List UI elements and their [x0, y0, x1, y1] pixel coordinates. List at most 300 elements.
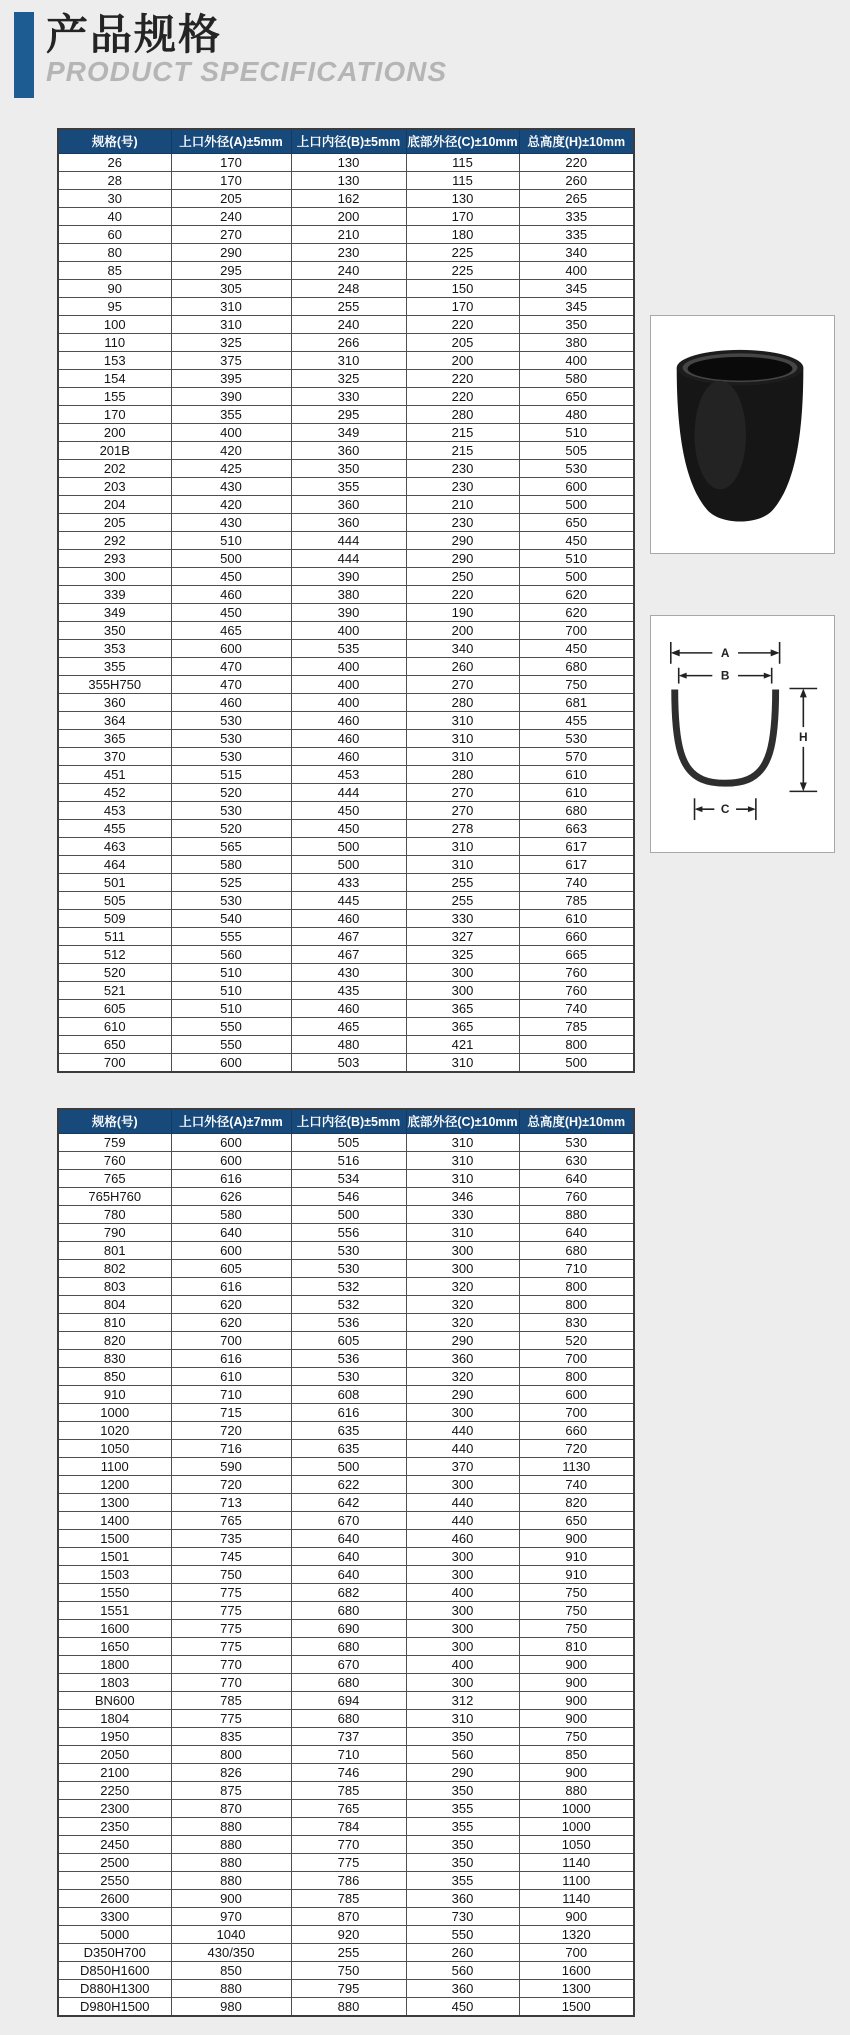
- table-cell: 920: [291, 1925, 406, 1943]
- table-cell: 520: [519, 1331, 634, 1349]
- table-cell: 300: [406, 963, 519, 981]
- table-cell: 90: [58, 279, 171, 297]
- table-cell: 300: [406, 981, 519, 999]
- table-cell: 170: [171, 171, 291, 189]
- table-row: [58, 459, 634, 477]
- table-cell: 660: [519, 927, 634, 945]
- table-cell: 450: [519, 639, 634, 657]
- table-cell: 270: [406, 783, 519, 801]
- table-cell: 433: [291, 873, 406, 891]
- table-cell: 750: [519, 1583, 634, 1601]
- table-cell: 430: [171, 477, 291, 495]
- table-cell: 765: [291, 1799, 406, 1817]
- table-cell: 800: [519, 1295, 634, 1313]
- table-cell: 350: [406, 1727, 519, 1745]
- column-header: 上口内径(B)±5mm: [291, 1109, 406, 1133]
- table-cell: 880: [171, 1871, 291, 1889]
- table-cell: 510: [171, 981, 291, 999]
- table-cell: 450: [171, 603, 291, 621]
- table-row: [58, 225, 634, 243]
- table-cell: 452: [58, 783, 171, 801]
- table-cell: 530: [171, 891, 291, 909]
- table-cell: 240: [171, 207, 291, 225]
- table-cell: 380: [291, 585, 406, 603]
- table-row: [58, 657, 634, 675]
- table-cell: 635: [291, 1439, 406, 1457]
- table-cell: 130: [291, 153, 406, 171]
- table-row: [58, 999, 634, 1017]
- table-cell: 670: [291, 1655, 406, 1673]
- table-cell: 40: [58, 207, 171, 225]
- table-cell: 640: [291, 1565, 406, 1583]
- table-cell: 310: [171, 315, 291, 333]
- table-cell: 1650: [58, 1637, 171, 1655]
- column-header: 底部外径(C)±10mm: [406, 129, 519, 153]
- table-cell: 1140: [519, 1889, 634, 1907]
- table-cell: 530: [291, 1241, 406, 1259]
- table-cell: 220: [406, 369, 519, 387]
- table-cell: 270: [406, 675, 519, 693]
- table-cell: 830: [519, 1313, 634, 1331]
- table-cell: 340: [406, 639, 519, 657]
- table-cell: 1804: [58, 1709, 171, 1727]
- table-row: [58, 1619, 634, 1637]
- table-cell: 350: [406, 1853, 519, 1871]
- table-cell: 622: [291, 1475, 406, 1493]
- table-row: [58, 783, 634, 801]
- table-row: [58, 1601, 634, 1619]
- table-cell: 530: [519, 729, 634, 747]
- table-cell: 3300: [58, 1907, 171, 1925]
- table-cell: 225: [406, 243, 519, 261]
- table-cell: 1501: [58, 1547, 171, 1565]
- table-row: [58, 1313, 634, 1331]
- table-cell: 775: [171, 1601, 291, 1619]
- table-cell: 580: [171, 855, 291, 873]
- table-row: [58, 243, 634, 261]
- table-row: [58, 405, 634, 423]
- table-cell: 500: [291, 837, 406, 855]
- table-row: [58, 1979, 634, 1997]
- table-row: [58, 1349, 634, 1367]
- table-cell: 202: [58, 459, 171, 477]
- table-cell: 600: [171, 639, 291, 657]
- table-row: [58, 1439, 634, 1457]
- table-cell: 464: [58, 855, 171, 873]
- table-row: [58, 387, 634, 405]
- table-cell: 521: [58, 981, 171, 999]
- column-header: 总高度(H)±10mm: [519, 1109, 634, 1133]
- table-cell: 680: [291, 1637, 406, 1655]
- table-cell: 201B: [58, 441, 171, 459]
- table-cell: 802: [58, 1259, 171, 1277]
- table-cell: 1550: [58, 1583, 171, 1601]
- table-cell: 430: [291, 963, 406, 981]
- table-row: [58, 189, 634, 207]
- table-row: [58, 639, 634, 657]
- table-cell: 534: [291, 1169, 406, 1187]
- table-cell: 600: [171, 1151, 291, 1169]
- table-cell: 620: [171, 1295, 291, 1313]
- table-cell: 110: [58, 333, 171, 351]
- table-cell: 305: [171, 279, 291, 297]
- table-cell: 500: [291, 1457, 406, 1475]
- table-row: [58, 1817, 634, 1835]
- table-cell: 2300: [58, 1799, 171, 1817]
- table-cell: 510: [171, 531, 291, 549]
- column-header: 规格(号): [58, 129, 171, 153]
- table-cell: 440: [406, 1511, 519, 1529]
- table-cell: 180: [406, 225, 519, 243]
- table-cell: 600: [519, 477, 634, 495]
- table-cell: 1320: [519, 1925, 634, 1943]
- table-cell: 300: [406, 1565, 519, 1583]
- table-cell: 310: [406, 711, 519, 729]
- table-cell: 260: [406, 657, 519, 675]
- table-cell: 735: [171, 1529, 291, 1547]
- table-row: [58, 1997, 634, 2016]
- table-cell: 1050: [58, 1439, 171, 1457]
- table-row: [58, 567, 634, 585]
- table-cell: 750: [519, 1727, 634, 1745]
- table-cell: 162: [291, 189, 406, 207]
- table-cell: 1100: [519, 1871, 634, 1889]
- table-cell: 590: [171, 1457, 291, 1475]
- table-cell: 355: [406, 1799, 519, 1817]
- table-cell: 255: [291, 1943, 406, 1961]
- table-cell: 300: [58, 567, 171, 585]
- table-row: [58, 1421, 634, 1439]
- table-row: [58, 1763, 634, 1781]
- table-cell: 710: [519, 1259, 634, 1277]
- table-cell: 980: [171, 1997, 291, 2016]
- table-cell: 650: [519, 1511, 634, 1529]
- table-cell: 2500: [58, 1853, 171, 1871]
- table-cell: 605: [58, 999, 171, 1017]
- table-cell: 530: [171, 729, 291, 747]
- table-cell: 600: [519, 1385, 634, 1403]
- table-row: [58, 1637, 634, 1655]
- table-cell: 600: [171, 1053, 291, 1072]
- table-cell: 1300: [519, 1979, 634, 1997]
- table-cell: 310: [406, 747, 519, 765]
- table-row: [58, 891, 634, 909]
- table-cell: 430/350: [171, 1943, 291, 1961]
- table-cell: 500: [519, 495, 634, 513]
- table-cell: 784: [291, 1817, 406, 1835]
- table-cell: 330: [406, 1205, 519, 1223]
- table-cell: 230: [406, 477, 519, 495]
- table-row: [58, 819, 634, 837]
- table-cell: 880: [291, 1997, 406, 2016]
- table-cell: 1050: [519, 1835, 634, 1853]
- table-cell: 400: [519, 261, 634, 279]
- table-cell: 230: [291, 243, 406, 261]
- table-cell: 300: [406, 1241, 519, 1259]
- table-cell: 759: [58, 1133, 171, 1151]
- table-cell: 1500: [58, 1529, 171, 1547]
- table-cell: 1100: [58, 1457, 171, 1475]
- table-cell: 550: [406, 1925, 519, 1943]
- table-cell: 355: [58, 657, 171, 675]
- table-cell: 660: [519, 1421, 634, 1439]
- table-row: [58, 1017, 634, 1035]
- table-cell: 290: [406, 1385, 519, 1403]
- table-cell: 310: [406, 1223, 519, 1241]
- table-cell: 360: [291, 441, 406, 459]
- table-cell: 345: [519, 279, 634, 297]
- table-cell: 880: [171, 1853, 291, 1871]
- table-cell: 400: [519, 351, 634, 369]
- table-cell: 536: [291, 1349, 406, 1367]
- table-cell: 460: [291, 909, 406, 927]
- table-cell: 278: [406, 819, 519, 837]
- table-cell: 220: [406, 315, 519, 333]
- table-cell: 800: [519, 1277, 634, 1295]
- table-cell: 720: [519, 1439, 634, 1457]
- table-cell: 255: [406, 873, 519, 891]
- table-cell: 785: [291, 1781, 406, 1799]
- table-cell: 540: [171, 909, 291, 927]
- column-header: 底部外径(C)±10mm: [406, 1109, 519, 1133]
- table-cell: 365: [58, 729, 171, 747]
- table-cell: 465: [171, 621, 291, 639]
- table-cell: 520: [58, 963, 171, 981]
- table-cell: 616: [171, 1169, 291, 1187]
- table-cell: 1503: [58, 1565, 171, 1583]
- table-cell: 467: [291, 927, 406, 945]
- table-cell: 355: [171, 405, 291, 423]
- table-cell: 750: [519, 1619, 634, 1637]
- table-cell: 355: [406, 1817, 519, 1835]
- table-cell: 775: [171, 1637, 291, 1655]
- table-row: [58, 1511, 634, 1529]
- table-cell: 355: [291, 477, 406, 495]
- table-cell: 826: [171, 1763, 291, 1781]
- table-cell: 775: [291, 1853, 406, 1871]
- table-cell: 340: [519, 243, 634, 261]
- table-cell: 95: [58, 297, 171, 315]
- table-cell: 430: [171, 513, 291, 531]
- table-cell: 320: [406, 1295, 519, 1313]
- table-cell: 532: [291, 1295, 406, 1313]
- table-cell: 440: [406, 1493, 519, 1511]
- table-cell: 665: [519, 945, 634, 963]
- table-cell: 870: [171, 1799, 291, 1817]
- table-cell: 910: [519, 1547, 634, 1565]
- table-row: [58, 1259, 634, 1277]
- table-cell: 360: [291, 513, 406, 531]
- table-cell: 642: [291, 1493, 406, 1511]
- table-cell: 680: [519, 1241, 634, 1259]
- table-cell: 390: [171, 387, 291, 405]
- table-cell: 346: [406, 1187, 519, 1205]
- table-row: [58, 333, 634, 351]
- table-cell: 616: [171, 1349, 291, 1367]
- table-cell: D850H1600: [58, 1961, 171, 1979]
- table-cell: 300: [406, 1637, 519, 1655]
- table-row: [58, 747, 634, 765]
- table-cell: 505: [519, 441, 634, 459]
- table-cell: 810: [519, 1637, 634, 1655]
- table-cell: D350H700: [58, 1943, 171, 1961]
- table-row: [58, 693, 634, 711]
- table-cell: 680: [519, 801, 634, 819]
- table-cell: 465: [291, 1017, 406, 1035]
- table-cell: 480: [291, 1035, 406, 1053]
- table-cell: 765: [171, 1511, 291, 1529]
- table-cell: 785: [519, 1017, 634, 1035]
- table-cell: 510: [519, 549, 634, 567]
- table-row: [58, 675, 634, 693]
- table-row: [58, 1889, 634, 1907]
- table-cell: 512: [58, 945, 171, 963]
- table-cell: 220: [406, 387, 519, 405]
- table-cell: 580: [519, 369, 634, 387]
- table-cell: 445: [291, 891, 406, 909]
- table-cell: 1130: [519, 1457, 634, 1475]
- table-row: [58, 1367, 634, 1385]
- table-cell: 900: [519, 1529, 634, 1547]
- table-cell: 511: [58, 927, 171, 945]
- table-cell: 800: [519, 1035, 634, 1053]
- table-row: [58, 603, 634, 621]
- table-cell: 616: [171, 1277, 291, 1295]
- table-cell: 850: [171, 1961, 291, 1979]
- table-cell: 535: [291, 639, 406, 657]
- table-cell: 210: [406, 495, 519, 513]
- table-cell: D880H1300: [58, 1979, 171, 1997]
- table-cell: 700: [519, 1403, 634, 1421]
- table-cell: 700: [58, 1053, 171, 1072]
- table-cell: 610: [171, 1367, 291, 1385]
- table-cell: 310: [406, 855, 519, 873]
- table-cell: 150: [406, 279, 519, 297]
- diagram-label-h: H: [799, 729, 808, 744]
- table-cell: 295: [171, 261, 291, 279]
- table-cell: 380: [519, 333, 634, 351]
- table-cell: 295: [291, 405, 406, 423]
- table-cell: 790: [58, 1223, 171, 1241]
- table-cell: 375: [171, 351, 291, 369]
- table-cell: 900: [519, 1691, 634, 1709]
- table-cell: 900: [519, 1763, 634, 1781]
- table-row: [58, 1799, 634, 1817]
- table-cell: 501: [58, 873, 171, 891]
- page-title: 产品规格: [46, 11, 223, 58]
- table-cell: 910: [519, 1565, 634, 1583]
- table-cell: 750: [519, 675, 634, 693]
- table-cell: 785: [171, 1691, 291, 1709]
- table-cell: 310: [406, 1709, 519, 1727]
- table-cell: 870: [291, 1907, 406, 1925]
- table-cell: 5000: [58, 1925, 171, 1943]
- table-row: [58, 1583, 634, 1601]
- table-cell: 850: [519, 1745, 634, 1763]
- table-cell: 500: [171, 549, 291, 567]
- table-cell: 190: [406, 603, 519, 621]
- table-cell: 455: [58, 819, 171, 837]
- table-cell: 835: [171, 1727, 291, 1745]
- table-row: [58, 1853, 634, 1871]
- table-cell: 425: [171, 459, 291, 477]
- table-cell: 640: [291, 1529, 406, 1547]
- page-subtitle: PRODUCT SPECIFICATIONS: [46, 56, 448, 87]
- table-cell: 616: [291, 1403, 406, 1421]
- table-cell: 330: [291, 387, 406, 405]
- table-cell: 460: [291, 729, 406, 747]
- table-cell: 880: [171, 1979, 291, 1997]
- table-cell: 248: [291, 279, 406, 297]
- table-cell: 480: [519, 405, 634, 423]
- table-cell: 467: [291, 945, 406, 963]
- table-cell: 350: [519, 315, 634, 333]
- table-row: [58, 1745, 634, 1763]
- table-cell: 360: [406, 1889, 519, 1907]
- table-cell: 349: [291, 423, 406, 441]
- table-cell: 460: [291, 711, 406, 729]
- table-cell: 617: [519, 855, 634, 873]
- table-cell: 770: [171, 1673, 291, 1691]
- table-cell: 795: [291, 1979, 406, 1997]
- table-cell: 210: [291, 225, 406, 243]
- table-cell: 270: [171, 225, 291, 243]
- table-cell: 800: [519, 1367, 634, 1385]
- table-row: [58, 729, 634, 747]
- table-cell: 810: [58, 1313, 171, 1331]
- table-cell: 785: [519, 891, 634, 909]
- table-cell: 713: [171, 1493, 291, 1511]
- table-cell: 350: [58, 621, 171, 639]
- table-row: [58, 513, 634, 531]
- table-row: [58, 1151, 634, 1169]
- table-row: [58, 495, 634, 513]
- table-cell: 350: [406, 1781, 519, 1799]
- table-cell: 532: [291, 1277, 406, 1295]
- table-row: [58, 1223, 634, 1241]
- table-cell: 610: [58, 1017, 171, 1035]
- table-cell: 635: [291, 1421, 406, 1439]
- table-cell: 880: [171, 1835, 291, 1853]
- table-cell: 1000: [519, 1817, 634, 1835]
- table-cell: 2450: [58, 1835, 171, 1853]
- table-cell: 525: [171, 873, 291, 891]
- table-cell: 280: [406, 405, 519, 423]
- header-row: [58, 129, 634, 153]
- table-cell: 280: [406, 693, 519, 711]
- table-cell: 421: [406, 1035, 519, 1053]
- table-cell: 440: [406, 1439, 519, 1457]
- table-row: [58, 351, 634, 369]
- table-cell: 260: [406, 1943, 519, 1961]
- spec-table-2: [57, 1108, 635, 2017]
- diagram-label-a: A: [720, 645, 730, 660]
- table-cell: 715: [171, 1403, 291, 1421]
- spec-table-1: [57, 128, 635, 1073]
- table-cell: 450: [171, 567, 291, 585]
- table-cell: 520: [171, 819, 291, 837]
- table-cell: 1000: [58, 1403, 171, 1421]
- table-row: [58, 1907, 634, 1925]
- table-cell: 400: [291, 675, 406, 693]
- column-header: 上口外径(A)±5mm: [171, 129, 291, 153]
- table-cell: 530: [171, 711, 291, 729]
- table-row: [58, 1187, 634, 1205]
- table-cell: 770: [291, 1835, 406, 1853]
- table-cell: 450: [406, 1997, 519, 2016]
- table-cell: 300: [406, 1403, 519, 1421]
- table-cell: 650: [519, 513, 634, 531]
